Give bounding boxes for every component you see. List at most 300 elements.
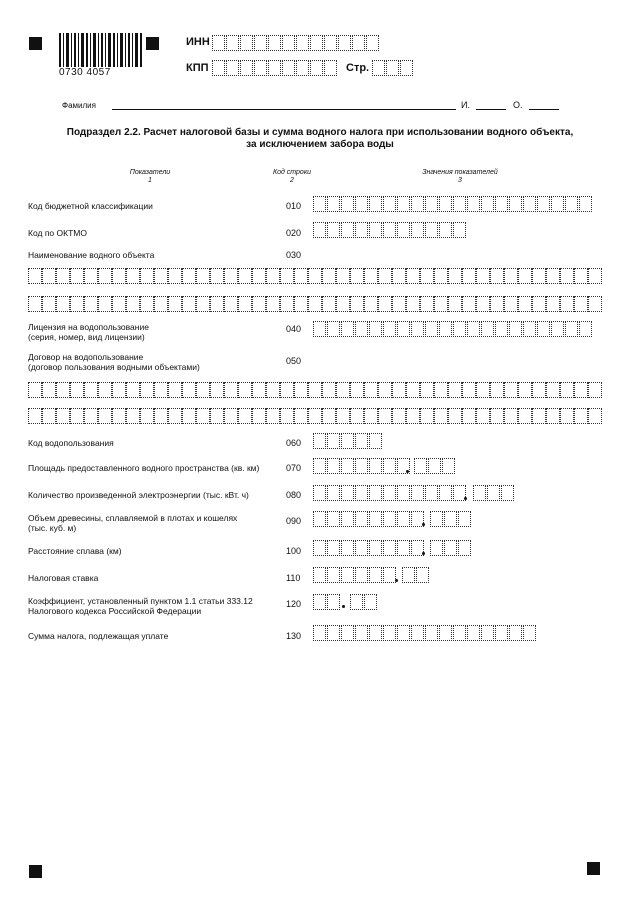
char-cell[interactable] bbox=[369, 433, 382, 449]
char-cell[interactable] bbox=[537, 321, 550, 337]
char-cell[interactable] bbox=[458, 540, 471, 556]
char-cell[interactable] bbox=[473, 485, 486, 501]
row-120-cells-frac[interactable] bbox=[350, 594, 378, 610]
char-cell[interactable] bbox=[313, 567, 326, 583]
char-cell[interactable] bbox=[313, 540, 326, 556]
char-cell[interactable] bbox=[532, 268, 546, 284]
char-cell[interactable] bbox=[406, 296, 420, 312]
char-cell[interactable] bbox=[324, 35, 337, 51]
char-cell[interactable] bbox=[369, 321, 382, 337]
char-cell[interactable] bbox=[313, 222, 326, 238]
char-cell[interactable] bbox=[411, 196, 424, 212]
char-cell[interactable] bbox=[168, 268, 182, 284]
char-cell[interactable] bbox=[551, 321, 564, 337]
char-cell[interactable] bbox=[327, 222, 340, 238]
char-cell[interactable] bbox=[341, 222, 354, 238]
char-cell[interactable] bbox=[350, 408, 364, 424]
char-cell[interactable] bbox=[397, 222, 410, 238]
row-060-cells[interactable] bbox=[313, 433, 383, 449]
char-cell[interactable] bbox=[372, 60, 385, 76]
char-cell[interactable] bbox=[411, 485, 424, 501]
char-cell[interactable] bbox=[383, 540, 396, 556]
row-030-cells-line2[interactable] bbox=[28, 296, 602, 312]
char-cell[interactable] bbox=[313, 321, 326, 337]
char-cell[interactable] bbox=[383, 511, 396, 527]
char-cell[interactable] bbox=[196, 268, 210, 284]
char-cell[interactable] bbox=[504, 268, 518, 284]
char-cell[interactable] bbox=[196, 408, 210, 424]
char-cell[interactable] bbox=[224, 268, 238, 284]
char-cell[interactable] bbox=[313, 485, 326, 501]
char-cell[interactable] bbox=[238, 408, 252, 424]
char-cell[interactable] bbox=[341, 540, 354, 556]
char-cell[interactable] bbox=[439, 222, 452, 238]
char-cell[interactable] bbox=[296, 60, 309, 76]
char-cell[interactable] bbox=[313, 458, 326, 474]
row-090-cells-int[interactable] bbox=[313, 511, 425, 527]
char-cell[interactable] bbox=[322, 268, 336, 284]
char-cell[interactable] bbox=[518, 408, 532, 424]
char-cell[interactable] bbox=[238, 268, 252, 284]
char-cell[interactable] bbox=[70, 268, 84, 284]
char-cell[interactable] bbox=[560, 296, 574, 312]
char-cell[interactable] bbox=[212, 60, 225, 76]
char-cell[interactable] bbox=[523, 196, 536, 212]
row-110-cells-int[interactable] bbox=[313, 567, 397, 583]
char-cell[interactable] bbox=[453, 321, 466, 337]
char-cell[interactable] bbox=[313, 511, 326, 527]
char-cell[interactable] bbox=[327, 458, 340, 474]
char-cell[interactable] bbox=[112, 268, 126, 284]
char-cell[interactable] bbox=[425, 222, 438, 238]
char-cell[interactable] bbox=[369, 567, 382, 583]
char-cell[interactable] bbox=[296, 35, 309, 51]
char-cell[interactable] bbox=[154, 408, 168, 424]
char-cell[interactable] bbox=[364, 594, 377, 610]
char-cell[interactable] bbox=[336, 382, 350, 398]
char-cell[interactable] bbox=[280, 296, 294, 312]
row-080-cells-frac[interactable] bbox=[473, 485, 515, 501]
char-cell[interactable] bbox=[392, 382, 406, 398]
char-cell[interactable] bbox=[518, 296, 532, 312]
char-cell[interactable] bbox=[355, 540, 368, 556]
char-cell[interactable] bbox=[444, 511, 457, 527]
char-cell[interactable] bbox=[565, 196, 578, 212]
char-cell[interactable] bbox=[537, 196, 550, 212]
char-cell[interactable] bbox=[397, 511, 410, 527]
char-cell[interactable] bbox=[224, 296, 238, 312]
char-cell[interactable] bbox=[462, 296, 476, 312]
inn-cells[interactable] bbox=[212, 35, 380, 51]
char-cell[interactable] bbox=[509, 321, 522, 337]
char-cell[interactable] bbox=[574, 296, 588, 312]
char-cell[interactable] bbox=[98, 408, 112, 424]
row-070-cells-frac[interactable] bbox=[414, 458, 456, 474]
char-cell[interactable] bbox=[453, 222, 466, 238]
char-cell[interactable] bbox=[168, 408, 182, 424]
char-cell[interactable] bbox=[355, 196, 368, 212]
char-cell[interactable] bbox=[294, 408, 308, 424]
char-cell[interactable] bbox=[168, 382, 182, 398]
char-cell[interactable] bbox=[168, 296, 182, 312]
row-100-cells-frac[interactable] bbox=[430, 540, 472, 556]
char-cell[interactable] bbox=[434, 408, 448, 424]
row-020-cells[interactable] bbox=[313, 222, 467, 238]
char-cell[interactable] bbox=[369, 540, 382, 556]
char-cell[interactable] bbox=[252, 382, 266, 398]
char-cell[interactable] bbox=[439, 485, 452, 501]
char-cell[interactable] bbox=[126, 408, 140, 424]
char-cell[interactable] bbox=[240, 35, 253, 51]
char-cell[interactable] bbox=[313, 196, 326, 212]
char-cell[interactable] bbox=[126, 382, 140, 398]
char-cell[interactable] bbox=[154, 268, 168, 284]
row-040-cells[interactable] bbox=[313, 321, 593, 337]
char-cell[interactable] bbox=[518, 268, 532, 284]
char-cell[interactable] bbox=[392, 296, 406, 312]
char-cell[interactable] bbox=[546, 296, 560, 312]
char-cell[interactable] bbox=[523, 625, 536, 641]
char-cell[interactable] bbox=[98, 382, 112, 398]
char-cell[interactable] bbox=[579, 321, 592, 337]
char-cell[interactable] bbox=[308, 408, 322, 424]
char-cell[interactable] bbox=[182, 408, 196, 424]
char-cell[interactable] bbox=[84, 296, 98, 312]
char-cell[interactable] bbox=[327, 511, 340, 527]
char-cell[interactable] bbox=[140, 408, 154, 424]
row-090-cells-frac[interactable] bbox=[430, 511, 472, 527]
char-cell[interactable] bbox=[294, 268, 308, 284]
char-cell[interactable] bbox=[154, 296, 168, 312]
char-cell[interactable] bbox=[70, 296, 84, 312]
char-cell[interactable] bbox=[182, 268, 196, 284]
char-cell[interactable] bbox=[355, 511, 368, 527]
row-120-cells-int[interactable] bbox=[313, 594, 341, 610]
char-cell[interactable] bbox=[310, 35, 323, 51]
char-cell[interactable] bbox=[434, 296, 448, 312]
char-cell[interactable] bbox=[588, 296, 602, 312]
char-cell[interactable] bbox=[439, 625, 452, 641]
char-cell[interactable] bbox=[355, 567, 368, 583]
char-cell[interactable] bbox=[226, 35, 239, 51]
char-cell[interactable] bbox=[324, 60, 337, 76]
char-cell[interactable] bbox=[481, 625, 494, 641]
char-cell[interactable] bbox=[397, 321, 410, 337]
char-cell[interactable] bbox=[378, 382, 392, 398]
char-cell[interactable] bbox=[98, 268, 112, 284]
char-cell[interactable] bbox=[383, 625, 396, 641]
char-cell[interactable] bbox=[383, 485, 396, 501]
char-cell[interactable] bbox=[294, 296, 308, 312]
char-cell[interactable] bbox=[487, 485, 500, 501]
char-cell[interactable] bbox=[322, 382, 336, 398]
char-cell[interactable] bbox=[481, 321, 494, 337]
char-cell[interactable] bbox=[406, 408, 420, 424]
char-cell[interactable] bbox=[490, 296, 504, 312]
char-cell[interactable] bbox=[336, 408, 350, 424]
char-cell[interactable] bbox=[411, 222, 424, 238]
char-cell[interactable] bbox=[282, 60, 295, 76]
char-cell[interactable] bbox=[481, 196, 494, 212]
char-cell[interactable] bbox=[448, 408, 462, 424]
char-cell[interactable] bbox=[453, 625, 466, 641]
char-cell[interactable] bbox=[518, 382, 532, 398]
char-cell[interactable] bbox=[430, 511, 443, 527]
char-cell[interactable] bbox=[369, 222, 382, 238]
char-cell[interactable] bbox=[378, 296, 392, 312]
char-cell[interactable] bbox=[224, 408, 238, 424]
char-cell[interactable] bbox=[383, 196, 396, 212]
row-030-cells-line1[interactable] bbox=[28, 268, 602, 284]
char-cell[interactable] bbox=[341, 433, 354, 449]
char-cell[interactable] bbox=[355, 625, 368, 641]
char-cell[interactable] bbox=[416, 567, 429, 583]
char-cell[interactable] bbox=[462, 408, 476, 424]
char-cell[interactable] bbox=[355, 433, 368, 449]
char-cell[interactable] bbox=[210, 408, 224, 424]
char-cell[interactable] bbox=[364, 408, 378, 424]
char-cell[interactable] bbox=[364, 296, 378, 312]
char-cell[interactable] bbox=[392, 408, 406, 424]
char-cell[interactable] bbox=[369, 458, 382, 474]
char-cell[interactable] bbox=[268, 60, 281, 76]
char-cell[interactable] bbox=[254, 35, 267, 51]
char-cell[interactable] bbox=[327, 321, 340, 337]
char-cell[interactable] bbox=[56, 268, 70, 284]
char-cell[interactable] bbox=[322, 296, 336, 312]
char-cell[interactable] bbox=[588, 408, 602, 424]
initial-o-field[interactable] bbox=[529, 109, 559, 110]
char-cell[interactable] bbox=[523, 321, 536, 337]
char-cell[interactable] bbox=[448, 382, 462, 398]
char-cell[interactable] bbox=[434, 382, 448, 398]
char-cell[interactable] bbox=[420, 296, 434, 312]
char-cell[interactable] bbox=[355, 222, 368, 238]
char-cell[interactable] bbox=[392, 268, 406, 284]
row-010-cells[interactable] bbox=[313, 196, 593, 212]
char-cell[interactable] bbox=[551, 196, 564, 212]
row-100-cells-int[interactable] bbox=[313, 540, 425, 556]
char-cell[interactable] bbox=[378, 408, 392, 424]
char-cell[interactable] bbox=[350, 382, 364, 398]
char-cell[interactable] bbox=[467, 625, 480, 641]
char-cell[interactable] bbox=[458, 511, 471, 527]
page-cells[interactable] bbox=[372, 60, 414, 76]
char-cell[interactable] bbox=[238, 296, 252, 312]
char-cell[interactable] bbox=[126, 296, 140, 312]
char-cell[interactable] bbox=[280, 382, 294, 398]
char-cell[interactable] bbox=[352, 35, 365, 51]
char-cell[interactable] bbox=[588, 382, 602, 398]
char-cell[interactable] bbox=[400, 60, 413, 76]
char-cell[interactable] bbox=[476, 296, 490, 312]
char-cell[interactable] bbox=[366, 35, 379, 51]
char-cell[interactable] bbox=[98, 296, 112, 312]
row-050-cells-line2[interactable] bbox=[28, 408, 602, 424]
char-cell[interactable] bbox=[341, 196, 354, 212]
char-cell[interactable] bbox=[70, 382, 84, 398]
char-cell[interactable] bbox=[240, 60, 253, 76]
char-cell[interactable] bbox=[364, 382, 378, 398]
char-cell[interactable] bbox=[336, 268, 350, 284]
char-cell[interactable] bbox=[308, 268, 322, 284]
char-cell[interactable] bbox=[397, 485, 410, 501]
char-cell[interactable] bbox=[84, 408, 98, 424]
char-cell[interactable] bbox=[406, 382, 420, 398]
char-cell[interactable] bbox=[28, 296, 42, 312]
char-cell[interactable] bbox=[56, 296, 70, 312]
char-cell[interactable] bbox=[467, 196, 480, 212]
char-cell[interactable] bbox=[266, 408, 280, 424]
char-cell[interactable] bbox=[112, 382, 126, 398]
char-cell[interactable] bbox=[501, 485, 514, 501]
char-cell[interactable] bbox=[313, 433, 326, 449]
initial-i-field[interactable] bbox=[476, 109, 506, 110]
surname-field[interactable] bbox=[112, 109, 456, 110]
char-cell[interactable] bbox=[430, 540, 443, 556]
char-cell[interactable] bbox=[467, 321, 480, 337]
row-080-cells-int[interactable] bbox=[313, 485, 467, 501]
char-cell[interactable] bbox=[476, 268, 490, 284]
char-cell[interactable] bbox=[42, 382, 56, 398]
char-cell[interactable] bbox=[397, 196, 410, 212]
char-cell[interactable] bbox=[140, 382, 154, 398]
char-cell[interactable] bbox=[369, 196, 382, 212]
char-cell[interactable] bbox=[383, 321, 396, 337]
char-cell[interactable] bbox=[420, 382, 434, 398]
char-cell[interactable] bbox=[42, 408, 56, 424]
char-cell[interactable] bbox=[266, 296, 280, 312]
char-cell[interactable] bbox=[350, 594, 363, 610]
char-cell[interactable] bbox=[397, 625, 410, 641]
char-cell[interactable] bbox=[126, 268, 140, 284]
char-cell[interactable] bbox=[462, 268, 476, 284]
char-cell[interactable] bbox=[448, 268, 462, 284]
char-cell[interactable] bbox=[574, 268, 588, 284]
char-cell[interactable] bbox=[504, 408, 518, 424]
char-cell[interactable] bbox=[504, 382, 518, 398]
char-cell[interactable] bbox=[397, 540, 410, 556]
char-cell[interactable] bbox=[252, 408, 266, 424]
char-cell[interactable] bbox=[84, 382, 98, 398]
char-cell[interactable] bbox=[182, 382, 196, 398]
char-cell[interactable] bbox=[84, 268, 98, 284]
char-cell[interactable] bbox=[579, 196, 592, 212]
char-cell[interactable] bbox=[140, 296, 154, 312]
char-cell[interactable] bbox=[414, 458, 427, 474]
char-cell[interactable] bbox=[212, 35, 225, 51]
char-cell[interactable] bbox=[308, 296, 322, 312]
char-cell[interactable] bbox=[56, 382, 70, 398]
char-cell[interactable] bbox=[425, 321, 438, 337]
char-cell[interactable] bbox=[336, 296, 350, 312]
char-cell[interactable] bbox=[42, 268, 56, 284]
char-cell[interactable] bbox=[327, 196, 340, 212]
char-cell[interactable] bbox=[546, 382, 560, 398]
char-cell[interactable] bbox=[476, 408, 490, 424]
char-cell[interactable] bbox=[369, 625, 382, 641]
row-110-cells-frac[interactable] bbox=[402, 567, 430, 583]
char-cell[interactable] bbox=[532, 296, 546, 312]
char-cell[interactable] bbox=[439, 321, 452, 337]
char-cell[interactable] bbox=[411, 625, 424, 641]
char-cell[interactable] bbox=[442, 458, 455, 474]
char-cell[interactable] bbox=[182, 296, 196, 312]
char-cell[interactable] bbox=[462, 382, 476, 398]
char-cell[interactable] bbox=[504, 296, 518, 312]
char-cell[interactable] bbox=[546, 408, 560, 424]
char-cell[interactable] bbox=[434, 268, 448, 284]
char-cell[interactable] bbox=[327, 567, 340, 583]
char-cell[interactable] bbox=[56, 408, 70, 424]
char-cell[interactable] bbox=[327, 540, 340, 556]
char-cell[interactable] bbox=[495, 196, 508, 212]
char-cell[interactable] bbox=[350, 268, 364, 284]
char-cell[interactable] bbox=[224, 382, 238, 398]
char-cell[interactable] bbox=[341, 321, 354, 337]
char-cell[interactable] bbox=[364, 268, 378, 284]
char-cell[interactable] bbox=[420, 408, 434, 424]
char-cell[interactable] bbox=[42, 296, 56, 312]
char-cell[interactable] bbox=[112, 408, 126, 424]
char-cell[interactable] bbox=[509, 196, 522, 212]
char-cell[interactable] bbox=[495, 625, 508, 641]
char-cell[interactable] bbox=[341, 485, 354, 501]
char-cell[interactable] bbox=[439, 196, 452, 212]
char-cell[interactable] bbox=[327, 433, 340, 449]
char-cell[interactable] bbox=[495, 321, 508, 337]
char-cell[interactable] bbox=[266, 382, 280, 398]
char-cell[interactable] bbox=[355, 458, 368, 474]
char-cell[interactable] bbox=[196, 382, 210, 398]
char-cell[interactable] bbox=[310, 60, 323, 76]
row-130-cells[interactable] bbox=[313, 625, 537, 641]
char-cell[interactable] bbox=[327, 485, 340, 501]
char-cell[interactable] bbox=[28, 408, 42, 424]
char-cell[interactable] bbox=[560, 382, 574, 398]
char-cell[interactable] bbox=[112, 296, 126, 312]
char-cell[interactable] bbox=[574, 382, 588, 398]
char-cell[interactable] bbox=[565, 321, 578, 337]
char-cell[interactable] bbox=[341, 511, 354, 527]
char-cell[interactable] bbox=[252, 296, 266, 312]
char-cell[interactable] bbox=[322, 408, 336, 424]
char-cell[interactable] bbox=[425, 485, 438, 501]
char-cell[interactable] bbox=[532, 408, 546, 424]
char-cell[interactable] bbox=[140, 268, 154, 284]
char-cell[interactable] bbox=[411, 321, 424, 337]
char-cell[interactable] bbox=[210, 268, 224, 284]
char-cell[interactable] bbox=[532, 382, 546, 398]
char-cell[interactable] bbox=[425, 196, 438, 212]
char-cell[interactable] bbox=[327, 594, 340, 610]
char-cell[interactable] bbox=[386, 60, 399, 76]
char-cell[interactable] bbox=[560, 408, 574, 424]
char-cell[interactable] bbox=[313, 594, 326, 610]
char-cell[interactable] bbox=[428, 458, 441, 474]
char-cell[interactable] bbox=[490, 382, 504, 398]
char-cell[interactable] bbox=[226, 60, 239, 76]
char-cell[interactable] bbox=[546, 268, 560, 284]
char-cell[interactable] bbox=[444, 540, 457, 556]
char-cell[interactable] bbox=[509, 625, 522, 641]
char-cell[interactable] bbox=[338, 35, 351, 51]
char-cell[interactable] bbox=[448, 296, 462, 312]
char-cell[interactable] bbox=[588, 268, 602, 284]
char-cell[interactable] bbox=[341, 567, 354, 583]
char-cell[interactable] bbox=[425, 625, 438, 641]
char-cell[interactable] bbox=[282, 35, 295, 51]
